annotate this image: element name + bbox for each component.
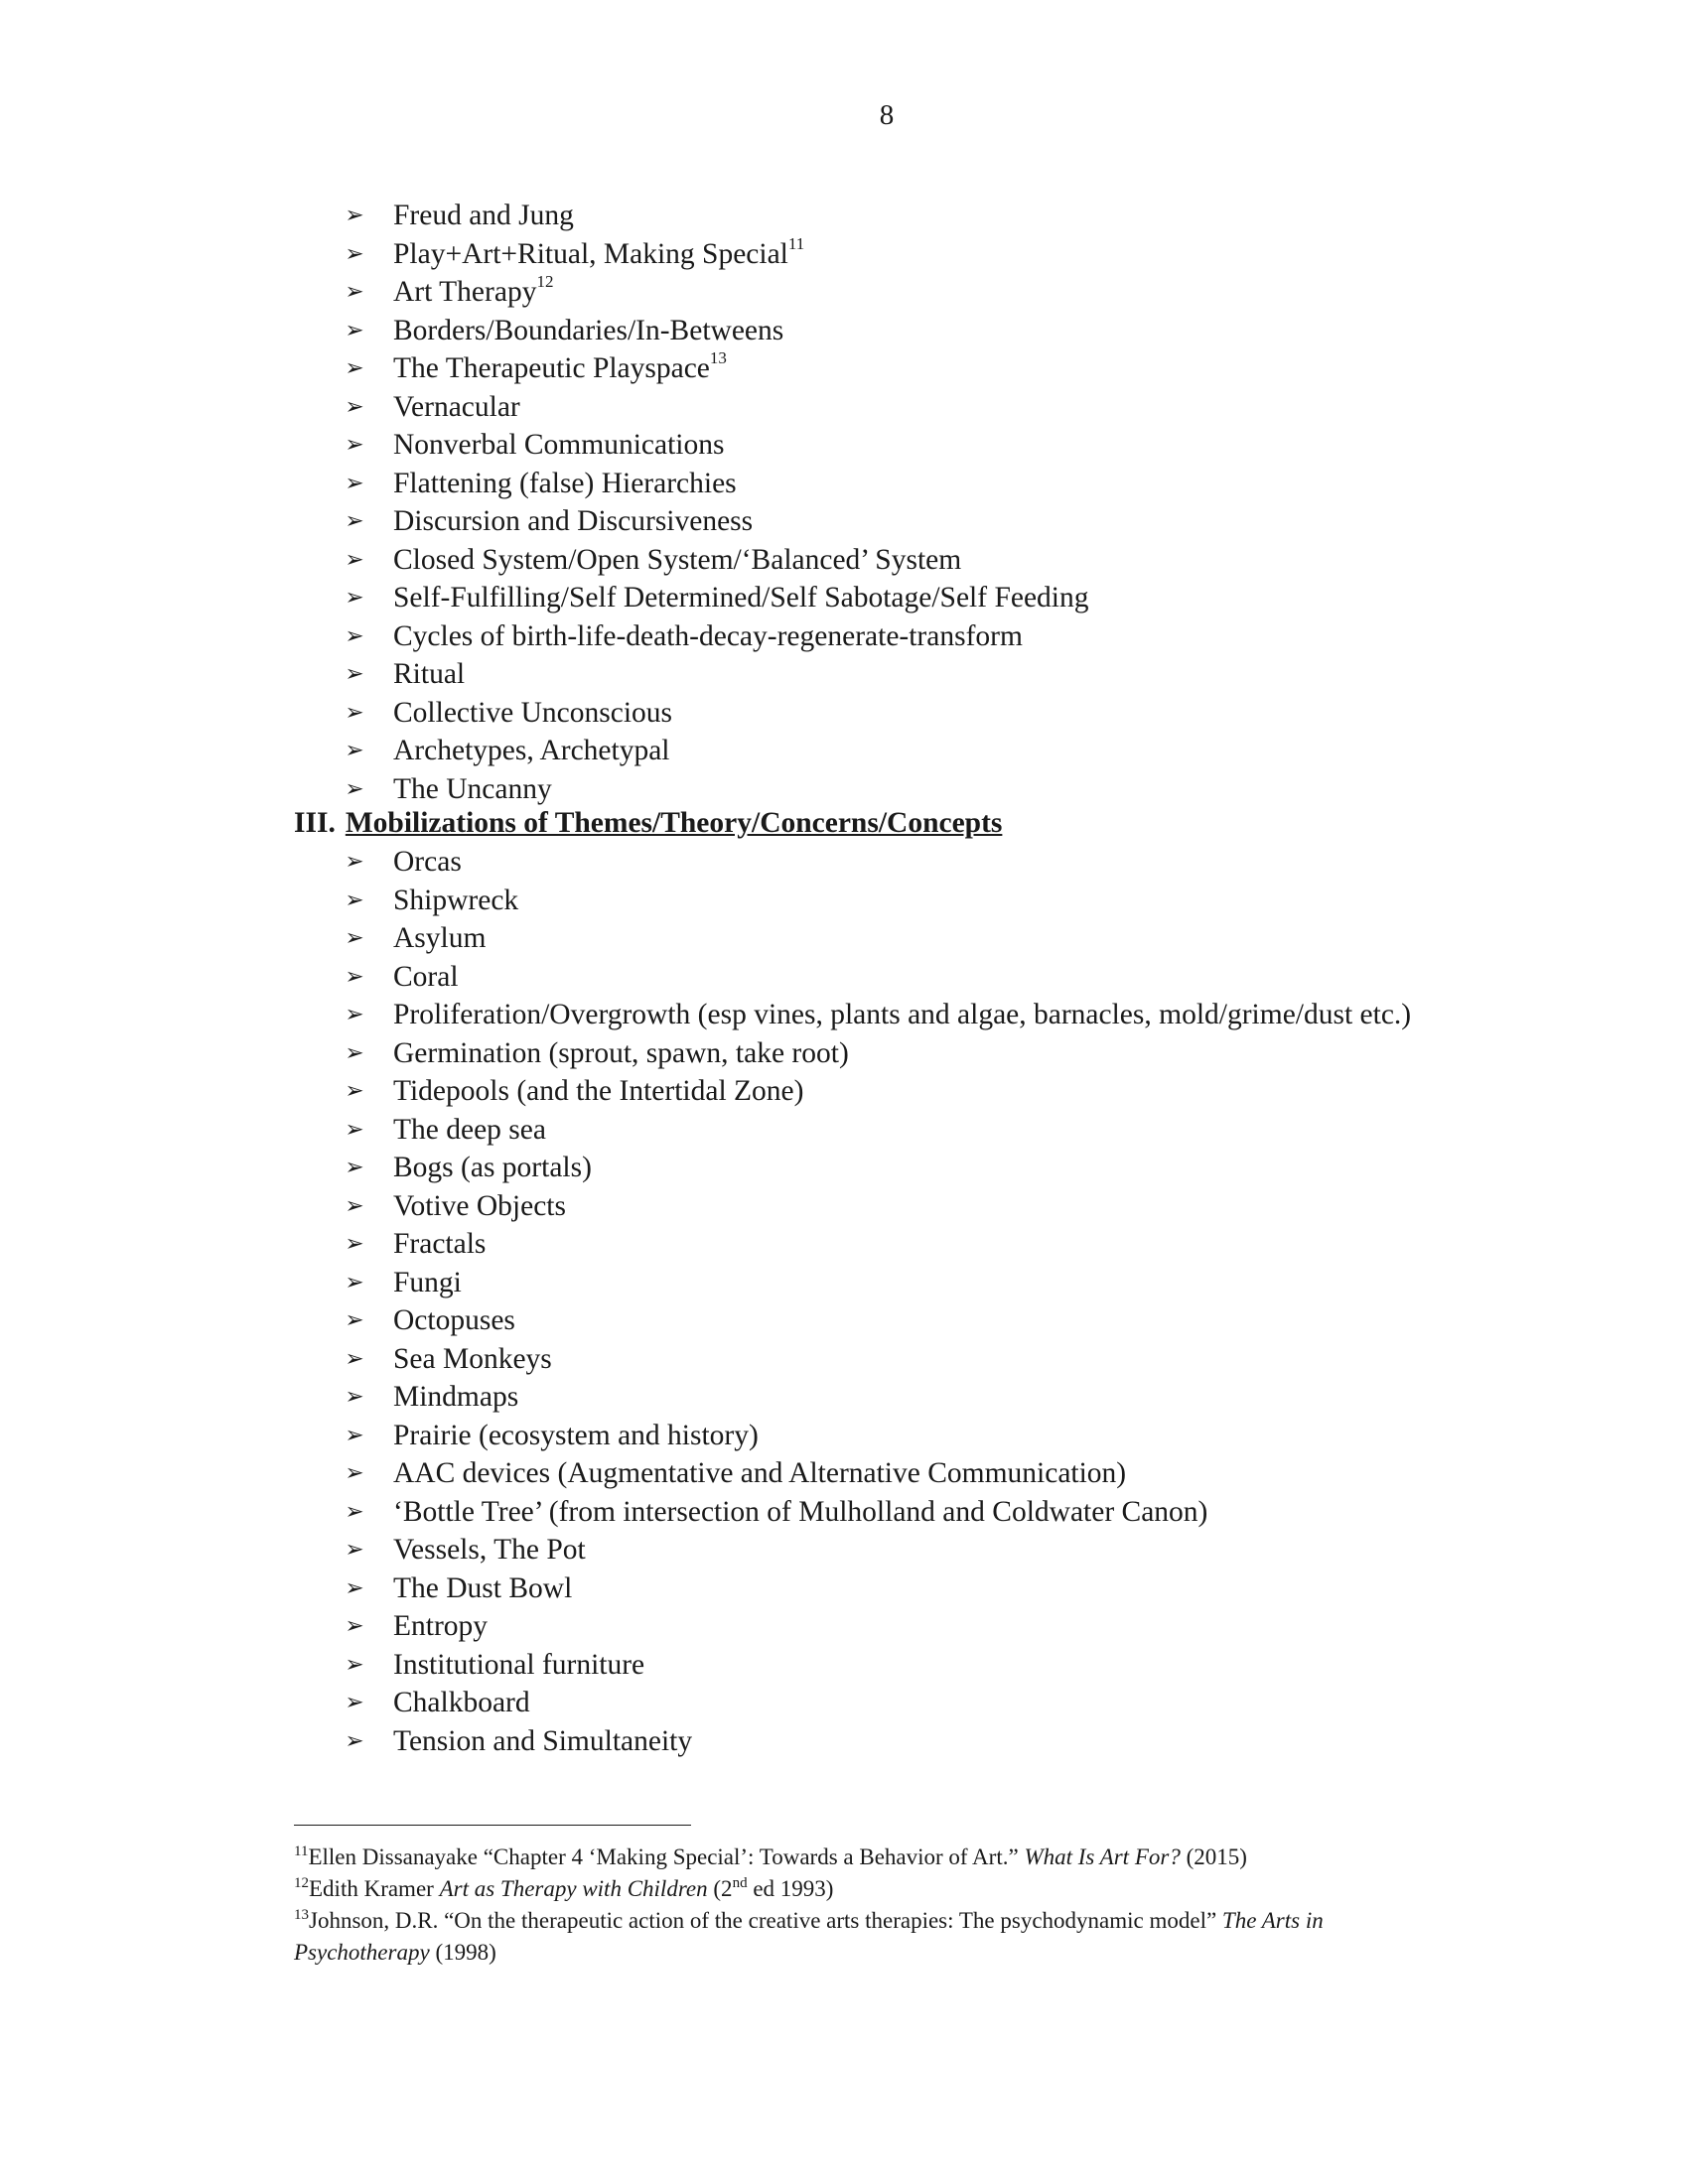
list-item [0, 732, 1456, 770]
footnote-ordinal-sup: nd [732, 1875, 748, 1891]
footnote-text: Ellen Dissanayake “Chapter 4 ‘Making Special’: Towards a Behavior of Art.” [308, 1844, 1025, 1869]
list-item [0, 843, 1456, 882]
list-item [0, 996, 1456, 1034]
arrowhead-bullet-icon: ➢ [345, 1460, 364, 1486]
arrowhead-bullet-icon: ➢ [345, 1002, 364, 1027]
list-item-text: Flattening (false) Hierarchies [393, 467, 737, 499]
list-item-text: Germination (sprout, spawn, take root) [393, 1036, 849, 1069]
arrowhead-bullet-icon: ➢ [345, 432, 364, 458]
arrowhead-bullet-icon: ➢ [345, 1269, 364, 1296]
list-item-text: Discursion and Discursiveness [393, 505, 754, 537]
footnote-marker: 11 [294, 1843, 309, 1859]
list-item-text: Votive Objects [393, 1189, 566, 1222]
list-item [0, 958, 1456, 997]
list-item [0, 1034, 1456, 1073]
mobilizations-list [0, 843, 1456, 1760]
list-item [0, 1722, 1456, 1761]
list-item-text: Nonverbal Communications [393, 429, 725, 461]
arrowhead-bullet-icon: ➢ [345, 1727, 364, 1754]
list-item-text: Self-Fulfilling/Self Determined/Self Sabotage/Self Feeding [393, 582, 1089, 614]
list-item [0, 273, 1456, 312]
footnote-reference: 12 [536, 272, 554, 291]
list-item [0, 1340, 1456, 1379]
footnote-title: The Arts in Psychotherapy [294, 1908, 1324, 1965]
list-item-text: Mindmaps [393, 1381, 519, 1413]
list-item [0, 1570, 1456, 1608]
list-item-text: Vernacular [393, 390, 520, 423]
arrowhead-bullet-icon: ➢ [345, 775, 364, 802]
arrowhead-bullet-icon: ➢ [345, 1078, 364, 1104]
list-item [0, 465, 1456, 503]
arrowhead-bullet-icon: ➢ [345, 1155, 364, 1180]
list-item [0, 1264, 1456, 1302]
arrowhead-bullet-icon: ➢ [345, 925, 364, 951]
list-item-text: Bogs (as portals) [393, 1152, 592, 1183]
footnote-text: ed 1993) [747, 1876, 834, 1901]
arrowhead-bullet-icon: ➢ [345, 1690, 364, 1715]
page-number: 8 [879, 99, 895, 131]
list-item-text: Play+Art+Ritual, Making Special [393, 237, 788, 270]
arrowhead-bullet-icon: ➢ [345, 1574, 364, 1601]
list-item-text: Coral [393, 960, 459, 993]
list-item [0, 502, 1456, 541]
arrowhead-bullet-icon: ➢ [345, 240, 364, 267]
arrowhead-bullet-icon: ➢ [345, 849, 364, 875]
list-item [0, 882, 1456, 920]
list-item [0, 541, 1456, 580]
list-item [0, 197, 1456, 235]
footnote-12 [294, 1873, 1426, 1905]
arrowhead-bullet-icon: ➢ [345, 279, 364, 305]
arrowhead-bullet-icon: ➢ [345, 1537, 364, 1563]
arrowhead-bullet-icon: ➢ [345, 393, 364, 420]
list-item [0, 1684, 1456, 1722]
list-item [0, 655, 1456, 694]
footnote-13 [294, 1905, 1426, 1969]
list-item [0, 579, 1456, 617]
list-item-text: The deep sea [393, 1113, 546, 1146]
footnotes [294, 1842, 1426, 1969]
list-item-text: The Dust Bowl [393, 1571, 573, 1604]
list-item-text: The Uncanny [393, 772, 552, 805]
arrowhead-bullet-icon: ➢ [345, 1613, 364, 1639]
list-item-text: Archetypes, Archetypal [393, 735, 670, 766]
list-item-text: Entropy [393, 1610, 489, 1642]
list-item-text: AAC devices (Augmentative and Alternative Communication) [393, 1457, 1127, 1489]
section-title: Mobilizations of Themes/Theory/Concerns/Concepts [345, 807, 1003, 839]
list-item [0, 388, 1456, 427]
list-item-text: Prairie (ecosystem and history) [393, 1419, 759, 1451]
footnote-reference: 11 [787, 233, 805, 253]
list-item-text: Closed System/Open System/‘Balanced’ System [393, 543, 962, 576]
list-item [0, 1111, 1456, 1150]
footnote-text: Johnson, D.R. “On the therapeutic action of the creative arts therapies: The psychodynamic model” [309, 1908, 1222, 1933]
list-item [0, 1646, 1456, 1685]
section-heading-iii [294, 804, 1002, 843]
list-item [0, 919, 1456, 958]
arrowhead-bullet-icon: ➢ [345, 1039, 364, 1066]
arrowhead-bullet-icon: ➢ [345, 1307, 364, 1333]
list-item [0, 1072, 1456, 1111]
footnote-divider [294, 1825, 691, 1826]
arrowhead-bullet-icon: ➢ [345, 1116, 364, 1143]
arrowhead-bullet-icon: ➢ [345, 1384, 364, 1410]
arrowhead-bullet-icon: ➢ [345, 470, 364, 496]
list-item [0, 1187, 1456, 1226]
list-item [0, 312, 1456, 350]
arrowhead-bullet-icon: ➢ [345, 1231, 364, 1257]
list-item-text: Cycles of birth-life-death-decay-regenerate-transform [393, 619, 1023, 652]
arrowhead-bullet-icon: ➢ [345, 546, 364, 573]
list-item-text: Asylum [393, 922, 487, 954]
list-item-text: Shipwreck [393, 884, 519, 916]
footnote-reference: 13 [709, 348, 727, 367]
footnote-marker: 12 [294, 1875, 309, 1891]
list-item [0, 617, 1456, 656]
arrowhead-bullet-icon: ➢ [345, 1192, 364, 1219]
list-item-text: Vessels, The Pot [393, 1534, 586, 1566]
list-item [0, 349, 1456, 388]
list-item [0, 770, 1456, 809]
list-item [0, 1493, 1456, 1532]
footnote-text: (1998) [429, 1940, 496, 1965]
arrowhead-bullet-icon: ➢ [345, 699, 364, 726]
list-item-text: Fungi [393, 1266, 462, 1298]
list-item-text: Freud and Jung [393, 200, 574, 231]
arrowhead-bullet-icon: ➢ [345, 1345, 364, 1372]
arrowhead-bullet-icon: ➢ [345, 661, 364, 687]
arrowhead-bullet-icon: ➢ [345, 1651, 364, 1678]
list-item [0, 1454, 1456, 1493]
arrowhead-bullet-icon: ➢ [345, 317, 364, 343]
list-item [0, 1607, 1456, 1646]
list-item-text: Institutional furniture [393, 1648, 645, 1681]
footnote-11 [294, 1842, 1426, 1873]
list-item [0, 1417, 1456, 1455]
arrowhead-bullet-icon: ➢ [345, 622, 364, 649]
arrowhead-bullet-icon: ➢ [345, 203, 364, 228]
footnote-text: (2 [707, 1876, 733, 1901]
list-item-text: Borders/Boundaries/In-Betweens [393, 314, 784, 346]
list-item-text: Sea Monkeys [393, 1342, 552, 1375]
list-item [0, 1301, 1456, 1340]
list-item-text: Art Therapy [393, 276, 537, 308]
list-item [0, 235, 1456, 274]
list-item [0, 694, 1456, 733]
list-item-text: Tension and Simultaneity [393, 1724, 693, 1757]
list-item-text: The Therapeutic Playspace [393, 352, 710, 384]
section-numeral: III. [294, 807, 336, 839]
footnote-text: (2015) [1180, 1844, 1247, 1869]
footnote-title: Art as Therapy with Children [439, 1876, 708, 1901]
list-item-text: Octopuses [393, 1304, 515, 1336]
topic-list-continued [0, 197, 1456, 808]
list-item [0, 1531, 1456, 1570]
list-item-text: Fractals [393, 1228, 487, 1260]
list-item [0, 1225, 1456, 1264]
list-item-text: Orcas [393, 846, 462, 878]
list-item [0, 1149, 1456, 1187]
footnote-marker: 13 [294, 1907, 309, 1923]
arrowhead-bullet-icon: ➢ [345, 508, 364, 534]
list-item [0, 426, 1456, 465]
footnote-text: Edith Kramer [309, 1876, 440, 1901]
footnote-title: What Is Art For? [1024, 1844, 1181, 1869]
list-item [0, 1378, 1456, 1417]
arrowhead-bullet-icon: ➢ [345, 1498, 364, 1525]
arrowhead-bullet-icon: ➢ [345, 963, 364, 990]
arrowhead-bullet-icon: ➢ [345, 887, 364, 913]
list-item-text: Ritual [393, 658, 466, 690]
arrowhead-bullet-icon: ➢ [345, 738, 364, 763]
arrowhead-bullet-icon: ➢ [345, 585, 364, 611]
list-item-text: Chalkboard [393, 1687, 530, 1718]
arrowhead-bullet-icon: ➢ [345, 1422, 364, 1448]
list-item-text: Proliferation/Overgrowth (esp vines, plants and algae, barnacles, mold/grime/dust etc.) [393, 999, 1412, 1030]
list-item-text: Tidepools (and the Intertidal Zone) [393, 1075, 804, 1107]
arrowhead-bullet-icon: ➢ [345, 355, 364, 381]
list-item-text: Collective Unconscious [393, 696, 673, 729]
list-item-text: ‘Bottle Tree’ (from intersection of Mulholland and Coldwater Canon) [393, 1495, 1208, 1528]
